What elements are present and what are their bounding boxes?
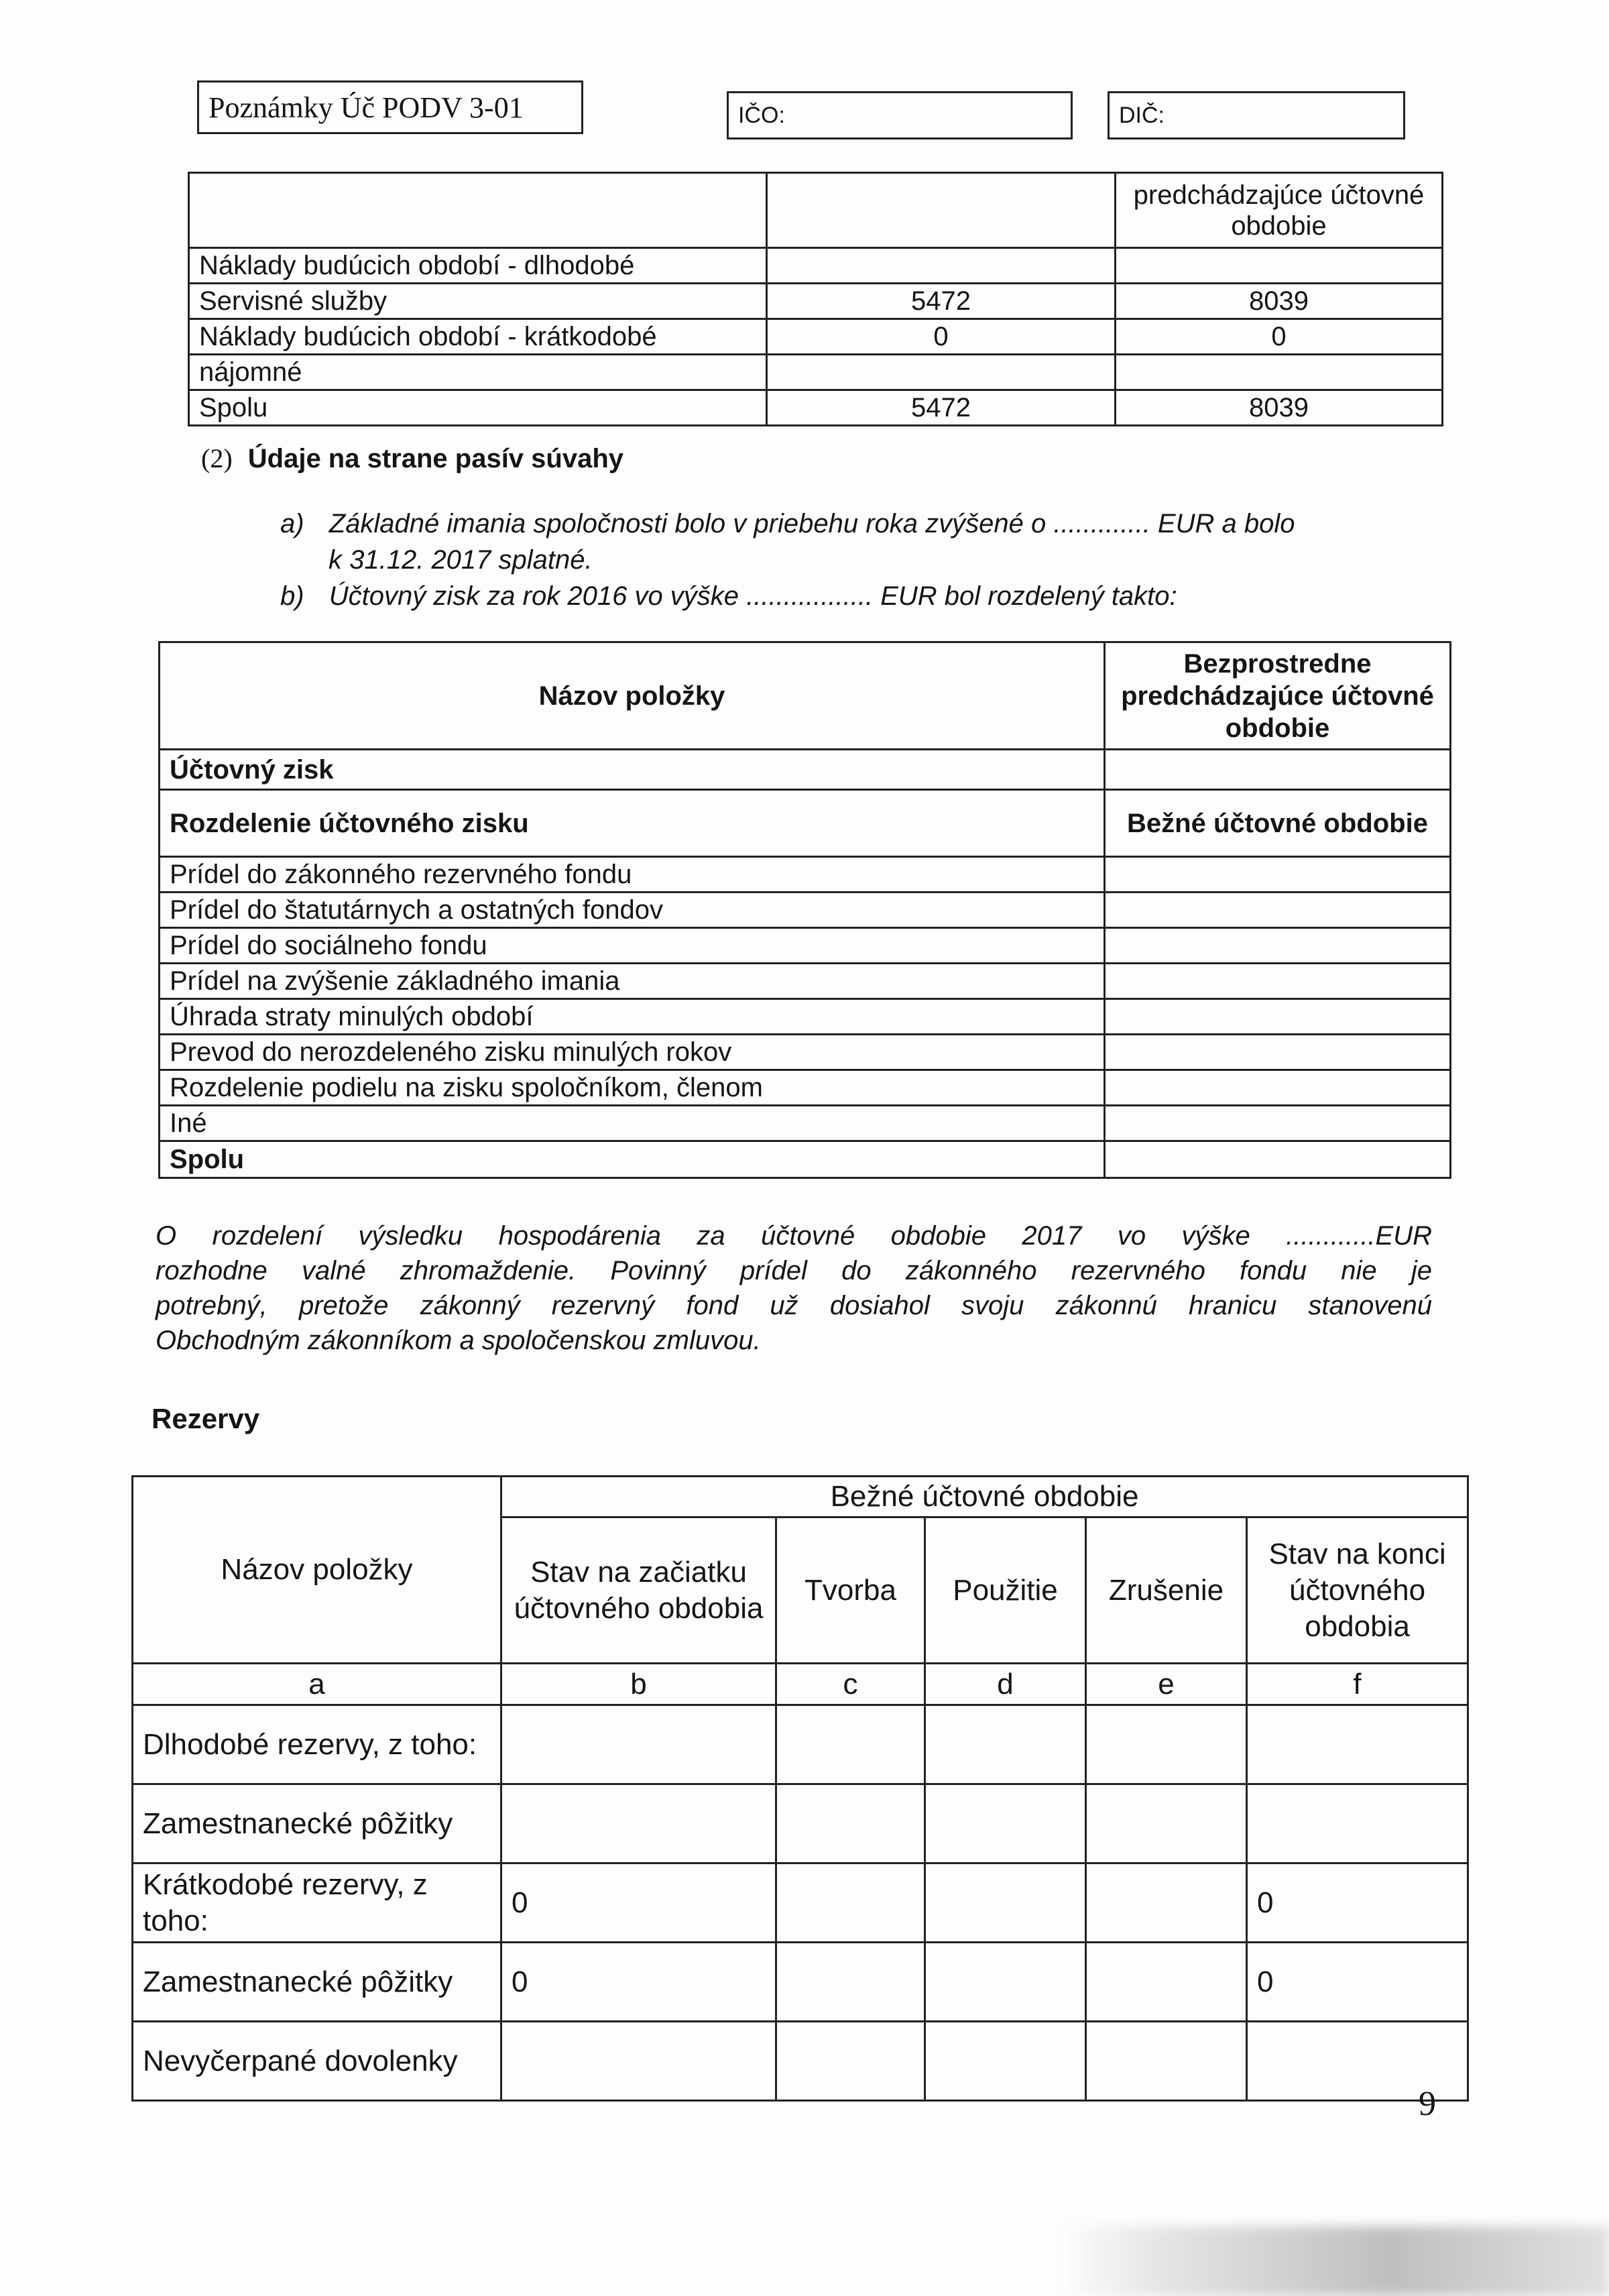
table-row: nájomné	[189, 355, 1443, 390]
section-heading	[201, 443, 623, 474]
column-letter-row: a b c d e f	[133, 1664, 1468, 1705]
section-number: (2)	[201, 443, 233, 473]
paragraph-line: rozhodne valné zhromaždenie. Povinný prídel do zákonného rezervného fondu nie je	[156, 1256, 1432, 1285]
header-previous-period: predchádzajúce účtovné obdobie	[1116, 173, 1443, 248]
form-label-box	[197, 80, 583, 134]
item-a	[280, 507, 1295, 540]
table-row: Rozdelenie podielu na zisku spoločníkom, členom	[160, 1070, 1451, 1106]
table-row: Dlhodobé rezervy, z toho:	[133, 1705, 1468, 1784]
deferred-costs-table	[188, 172, 1443, 426]
table-row: Náklady budúcich období - krátkodobé 0 0	[189, 319, 1443, 355]
table-total-row: Spolu	[160, 1141, 1451, 1178]
table-header-row	[160, 642, 1451, 750]
table-row: Prídel do štatutárnych a ostatných fondov	[160, 893, 1451, 928]
paragraph-line: Obchodným zákonníkom a spoločenskou zmluvou.	[156, 1326, 761, 1355]
item-b-text: Účtovný zisk za rok 2016 vo výške ................. EUR bol rozdelený takto:	[329, 581, 1177, 611]
header-closing-balance: Stav na konci účtovného obdobia	[1247, 1517, 1468, 1664]
table-row: Krátkodobé rezervy, z toho: 0 0	[133, 1863, 1468, 1943]
rezervy-title: Rezervy	[152, 1403, 260, 1434]
page-number: 9	[1419, 2085, 1436, 2123]
header-opening-balance: Stav na začiatku účtovného obdobia	[501, 1517, 776, 1664]
paragraph-line: potrebný, pretože zákonný rezervný fond už dosiahol svoju zákonnú hranicu stanovenú	[156, 1291, 1432, 1320]
table-row: Zamestnanecké pôžitky	[133, 1784, 1468, 1863]
form-label: Poznámky Úč PODV 3-01	[208, 91, 524, 124]
table-row: Náklady budúcich období - dlhodobé	[189, 248, 1443, 284]
reserves-table	[131, 1475, 1469, 2102]
paragraph-line: O rozdelení výsledku hospodárenia za účtovné obdobie 2017 vo výške ............EUR	[156, 1221, 1432, 1251]
item-b-marker: b)	[280, 581, 304, 611]
scan-shadow	[1059, 2226, 1609, 2296]
dic-field	[1108, 91, 1405, 139]
distribution-header-row: Rozdelenie účtovného zisku Bežné účtovné obdobie	[160, 790, 1451, 857]
table-header-row	[189, 173, 1443, 248]
table-row: Prevod do nerozdeleného zisku minulých rokov	[160, 1035, 1451, 1070]
item-b	[280, 579, 1177, 613]
dic-label: DIČ:	[1119, 102, 1165, 128]
header-current-period: Bežné účtovné obdobie	[501, 1477, 1468, 1517]
section-title: Údaje na strane pasív súvahy	[247, 444, 624, 473]
header-previous-period: Bezprostredne predchádzajúce účtovné obdobie	[1105, 642, 1451, 750]
table-row: Zamestnanecké pôžitky 0 0	[133, 1943, 1468, 2022]
header-cancellation: Zrušenie	[1086, 1517, 1247, 1664]
header-item-name: Názov položky	[133, 1477, 501, 1664]
table-row: Nevyčerpané dovolenky	[133, 2022, 1468, 2101]
ico-label: IČO:	[738, 102, 785, 128]
item-a-continuation: k 31.12. 2017 splatné.	[329, 545, 593, 575]
table-row: Prídel na zvýšenie základného imania	[160, 964, 1451, 999]
item-a-text: Základné imania spoločnosti bolo v priebehu roka zvýšené o ............. EUR a bolo	[329, 509, 1295, 538]
header-current-period: Bežné účtovné obdobie	[1105, 790, 1451, 857]
ico-field	[727, 91, 1073, 139]
table-row: Úhrada straty minulých období	[160, 999, 1451, 1035]
profit-distribution-table	[158, 641, 1451, 1179]
table-row: Prídel do sociálneho fondu	[160, 928, 1451, 964]
header-usage: Použitie	[925, 1517, 1086, 1664]
item-a-marker: a)	[280, 509, 304, 538]
table-row: Prídel do zákonného rezervného fondu	[160, 857, 1451, 893]
table-row: Servisné služby 5472 8039	[189, 284, 1443, 319]
table-total-row: Spolu 5472 8039	[189, 390, 1443, 426]
table-header-row	[133, 1477, 1468, 1517]
profit-row: Účtovný zisk	[160, 750, 1451, 790]
table-row: Iné	[160, 1106, 1451, 1141]
header-creation: Tvorba	[776, 1517, 925, 1664]
header-item-name: Názov položky	[160, 642, 1105, 750]
